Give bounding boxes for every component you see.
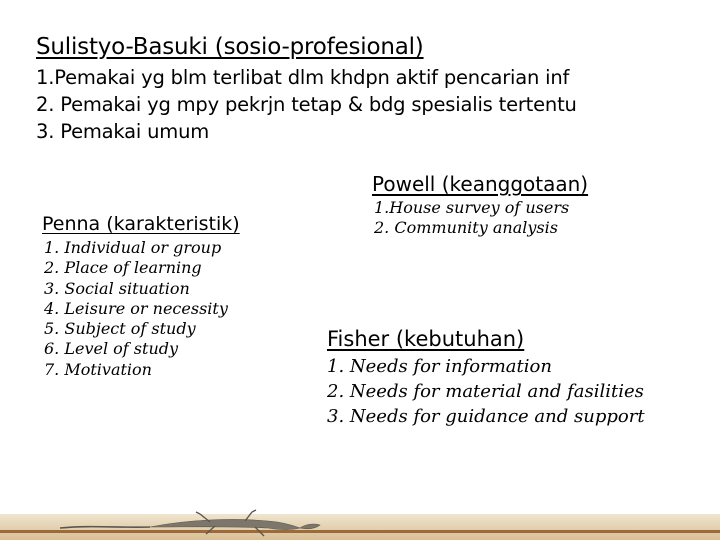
penna-list: [44, 238, 240, 380]
list-item: 1. Individual or group: [44, 238, 222, 257]
powell-heading: Powell (keanggotaan): [372, 172, 589, 196]
fisher-section: [327, 324, 645, 429]
list-item: 2. Place of learning: [44, 258, 202, 278]
list-item: 4. Leisure or necessity: [44, 298, 228, 318]
powell-list: [374, 198, 588, 238]
list-item: 1.House survey of users: [374, 198, 570, 217]
penna-heading: Penna (karakteristik): [42, 213, 240, 235]
list-item: 7. Motivation: [44, 359, 152, 379]
list-item: 2. Needs for material and fasilities: [327, 381, 644, 402]
sulistyo-basuki-list: [36, 64, 577, 145]
footer-band: [0, 506, 720, 540]
penna-section: [42, 210, 240, 380]
list-item: 2. Pemakai yg mpy pekrjn tetap & bdg spesialis tertentu: [36, 93, 577, 116]
list-item: 3. Social situation: [44, 278, 190, 298]
list-item: 3. Needs for guidance and support: [327, 406, 645, 427]
list-item: 5. Subject of study: [44, 319, 196, 339]
powell-section: [372, 170, 588, 238]
list-item: 6. Level of study: [44, 339, 179, 359]
footer-band-stripe: [0, 530, 720, 533]
list-item: 2. Community analysis: [374, 218, 558, 237]
fisher-heading: Fisher (kebutuhan): [327, 327, 525, 351]
sulistyo-basuki-section: [36, 30, 577, 145]
fisher-list: [327, 354, 645, 429]
list-item: 1.Pemakai yg blm terlibat dlm khdpn aktif pencarian inf: [36, 66, 570, 89]
sulistyo-basuki-heading: Sulistyo-Basuki (sosio-profesional): [36, 34, 424, 60]
list-item: 3. Pemakai umum: [36, 120, 210, 143]
list-item: 1. Needs for information: [327, 356, 552, 377]
